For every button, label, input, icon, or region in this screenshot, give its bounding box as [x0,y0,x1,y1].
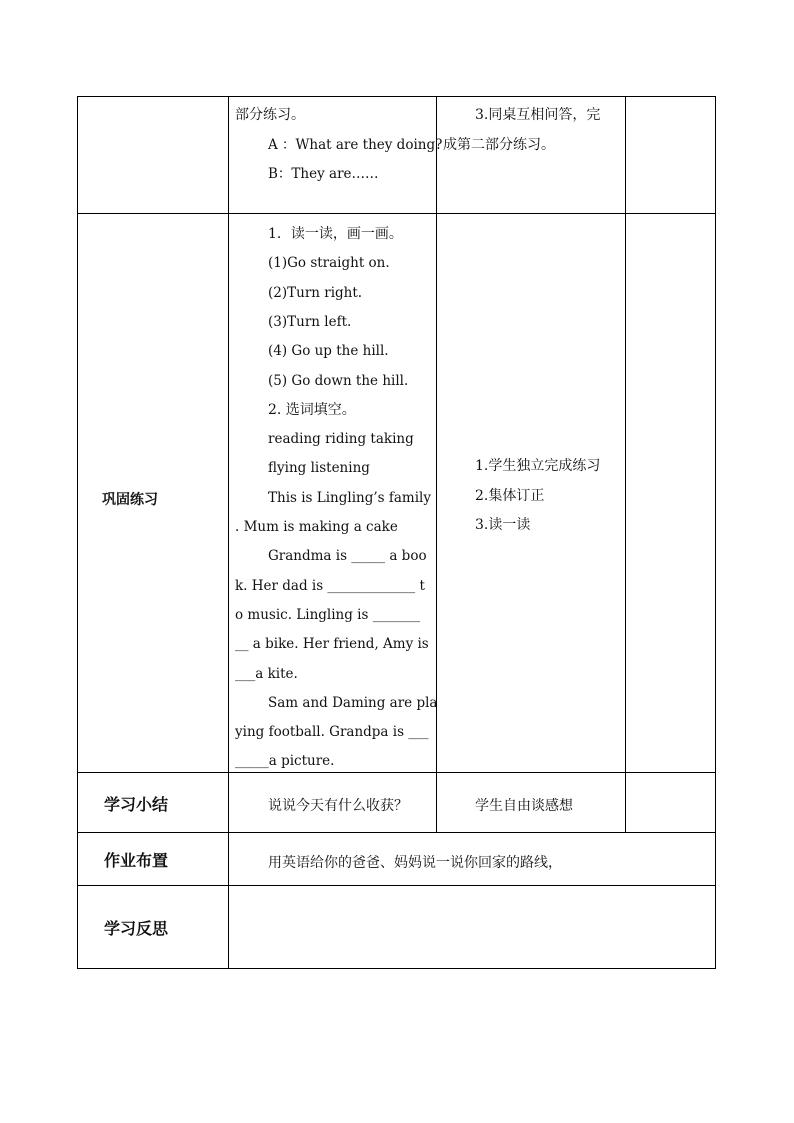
row-border [77,213,716,214]
col-border [436,96,437,832]
summary-student: 学生自由谈感想 [475,798,573,814]
row-border [77,96,716,97]
top-teacher-line: 部分练习。 [235,107,305,123]
consolidation-teacher-line: reading riding taking [268,431,414,448]
consolidation-teacher-line: 1．读一读，画一画。 [268,226,403,242]
consolidation-teacher-line: (2)Turn right. [268,284,363,301]
consolidation-teacher-line: Grandma is _____ a boo [268,548,427,565]
lesson-plan-table [77,96,716,969]
row-border [77,772,716,773]
consolidation-teacher-line: Sam and Daming are pla [268,694,438,711]
consolidation-student-line: 3.读一读 [475,517,531,533]
top-teacher-line: B：They are…… [268,166,379,182]
consolidation-teacher-line: _____a picture. [235,753,335,770]
col-border [715,96,716,969]
top-student-line: 3.同桌互相问答，完 [475,107,601,123]
col-border [228,96,229,969]
consolidation-teacher-line: ying football. Grandpa is ___ [235,724,429,741]
row-label-reflection: 学习反思 [104,919,169,938]
consolidation-teacher-line: flying listening [268,460,370,477]
consolidation-teacher-line: __ a bike. Her friend, Amy is [235,636,429,653]
consolidation-teacher-line: (5) Go down the hill. [268,372,409,389]
top-student-line: 成第二部分练习。 [443,137,555,153]
consolidation-teacher-line: (3)Turn left. [268,313,352,330]
consolidation-teacher-line: 2. 选词填空。 [268,401,356,418]
row-label-homework: 作业布置 [104,851,169,870]
consolidation-teacher-line: (4) Go up the hill. [268,343,389,360]
consolidation-teacher-line: o music. Lingling is _______ [235,606,420,623]
row-label-consolidation: 巩固练习 [102,492,158,508]
consolidation-student-line: 2.集体订正 [475,488,545,504]
col-border [77,96,78,969]
row-border [77,968,716,969]
consolidation-teacher-line: . Mum is making a cake [235,519,398,535]
row-border [77,832,716,833]
consolidation-teacher-line: k. Her dad is _____________ t [235,577,425,594]
consolidation-student-line: 1.学生独立完成练习 [475,458,601,474]
consolidation-teacher-line: This is Lingling’s family [268,489,431,506]
col-border [625,96,626,832]
row-border [77,885,716,886]
row-label-summary: 学习小结 [104,795,169,814]
consolidation-teacher-line: ___a kite. [235,665,298,682]
top-teacher-line: A ：What are they doing? [268,137,443,153]
summary-teacher: 说说今天有什么收获？ [268,798,408,814]
consolidation-teacher-line: (1)Go straight on. [268,255,390,272]
homework-content: 用英语给你的爸爸、妈妈说一说你回家的路线， [268,855,562,871]
